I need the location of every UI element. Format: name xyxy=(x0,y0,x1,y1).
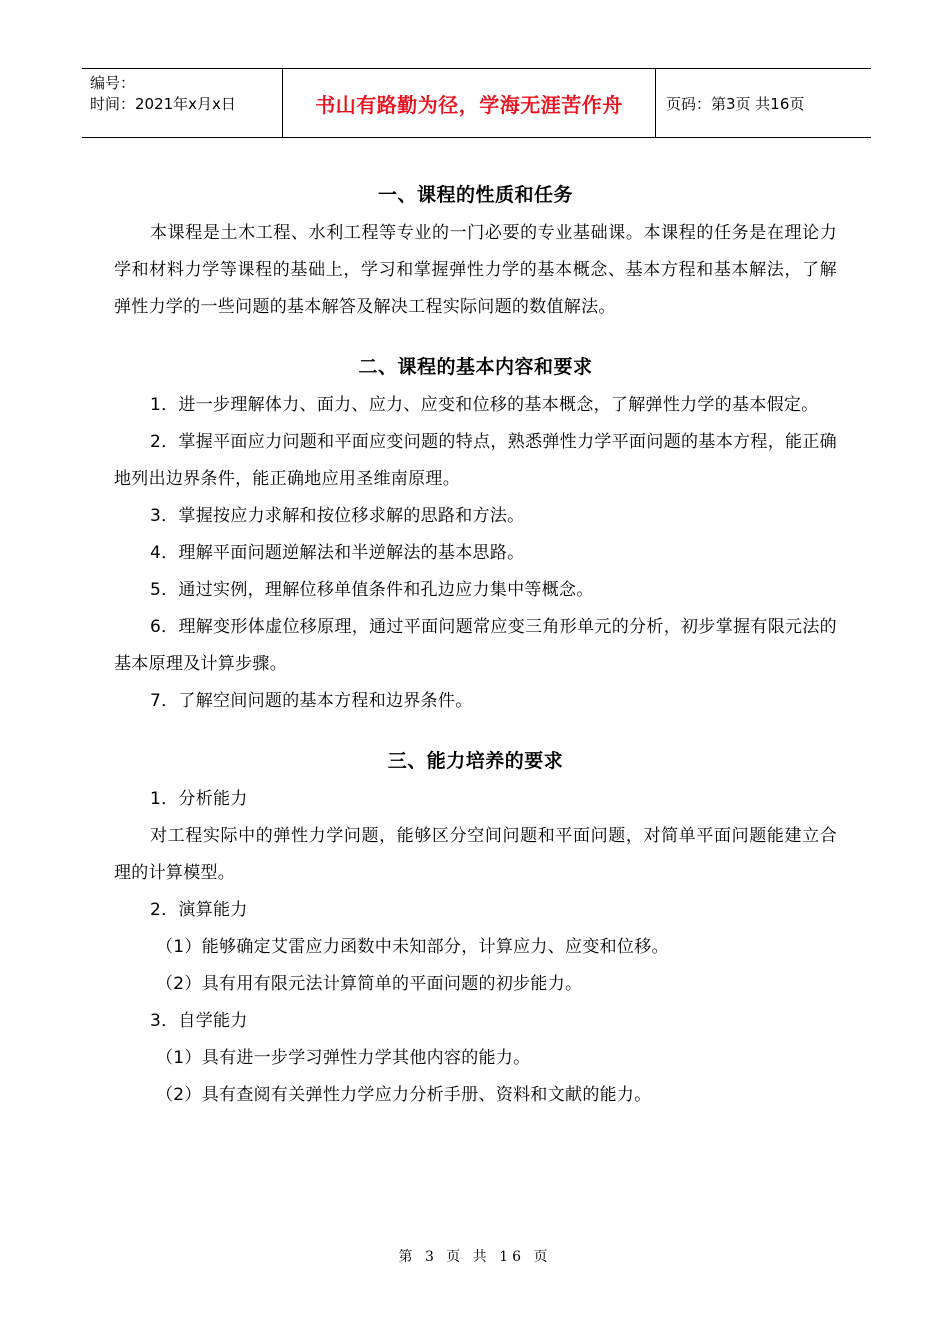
ability-selfstudy-item-1: （1）具有进一步学习弹性力学其他内容的能力。 xyxy=(156,1048,531,1068)
ability-heading-calculation: 2．演算能力 xyxy=(150,900,248,920)
content-item-2: 2．掌握平面应力问题和平面应变问题的特点，熟悉弹性力学平面问题的基本方程，能正确地列出边界条件，能正确地应用圣维南原理。 xyxy=(114,432,837,489)
content-item-7: 7．了解空间问题的基本方程和边界条件。 xyxy=(150,691,473,711)
content-item-1: 1．进一步理解体力、面力、应力、应变和位移的基本概念，了解弹性力学的基本假定。 xyxy=(150,395,819,415)
page-info-cell xyxy=(656,69,871,137)
section-title-1: 一、课程的性质和任务 xyxy=(377,184,573,206)
section-title-2: 二、课程的基本内容和要求 xyxy=(358,356,593,378)
date-label: 时间：2021年x月x日 xyxy=(90,95,236,113)
motto-cell xyxy=(282,69,656,137)
content-item-5: 5．通过实例，理解位移单值条件和孔边应力集中等概念。 xyxy=(150,580,594,600)
header-meta-cell xyxy=(82,69,282,137)
content-item-6: 6．理解变形体虚位移原理，通过平面问题常应变三角形单元的分析，初步掌握有限元法的基本原理及计算步骤。 xyxy=(114,617,837,674)
ability-calculation-item-1: （1）能够确定艾雷应力函数中未知部分，计算应力、应变和位移。 xyxy=(156,937,669,957)
ability-calculation-item-2: （2）具有用有限元法计算简单的平面问题的初步能力。 xyxy=(156,974,583,994)
section-title-3: 三、能力培养的要求 xyxy=(387,750,564,772)
ability-analysis-text: 对工程实际中的弹性力学问题，能够区分空间问题和平面问题，对简单平面问题能建立合理的计算模型。 xyxy=(114,826,837,883)
page-footer: 第 3 页 共 16 页 xyxy=(398,1249,552,1265)
ability-selfstudy-item-2: （2）具有查阅有关弹性力学应力分析手册、资料和文献的能力。 xyxy=(156,1085,652,1105)
motto-text: 书山有路勤为径，学海无涯苦作舟 xyxy=(315,92,623,117)
page-info-text: 页码：第3页 共16页 xyxy=(666,94,805,113)
ability-heading-analysis: 1．分析能力 xyxy=(150,789,248,809)
header-table xyxy=(82,68,871,138)
ability-heading-selfstudy: 3．自学能力 xyxy=(150,1011,248,1031)
section-1-paragraph: 本课程是土木工程、水利工程等专业的一门必要的专业基础课。本课程的任务是在理论力学和材料力学等课程的基础上，学习和掌握弹性力学的基本概念、基本方程和基本解法，了解弹性力学的一些问题的基本解答及解决工程实际问题的数值解法。 xyxy=(114,223,837,317)
content-item-4: 4．理解平面问题逆解法和半逆解法的基本思路。 xyxy=(150,543,525,563)
content-item-3: 3．掌握按应力求解和按位移求解的思路和方法。 xyxy=(150,506,525,526)
document-body xyxy=(114,170,837,1114)
code-label: 编号： xyxy=(90,74,136,92)
